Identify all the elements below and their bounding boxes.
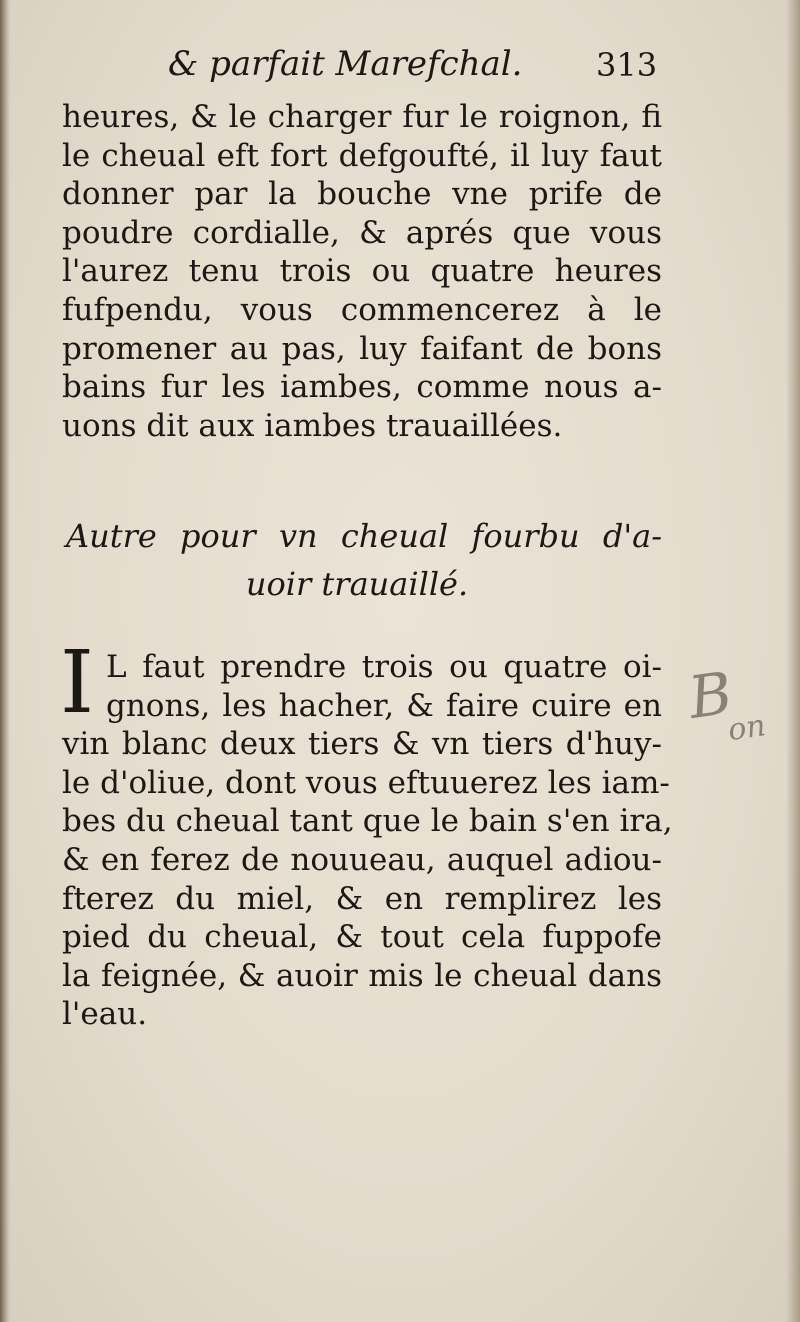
page-edge-right — [786, 0, 800, 1322]
text-line: promener au pas, luy faifant de bons — [62, 330, 662, 367]
text-line: L faut prendre trois ou quatre oi- — [106, 649, 662, 685]
text-line: l'aurez tenu trois ou quatre heures — [62, 253, 662, 290]
text-line: bains fur les iambes, comme nous a- — [62, 369, 662, 406]
heading-line-2: uoir trauaillé. — [245, 565, 469, 603]
text-line: vin blanc deux tiers & vn tiers d'huy- — [62, 726, 662, 763]
text-line: bes du cheual tant que le bain s'en ira, — [62, 803, 673, 840]
text-line: gnons, les hacher, & faire cuire en — [106, 687, 662, 724]
text-line: donner par la bouche vne prife de — [62, 176, 662, 213]
text-line: l'eau. — [62, 996, 148, 1033]
section-heading — [62, 512, 662, 608]
text-line: fterez du miel, & en remplirez les — [62, 880, 662, 917]
paragraph-1 — [62, 98, 662, 445]
text-line: fufpendu, vous commencerez à le — [62, 291, 662, 328]
text-line: pied du cheual, & tout cela fuppofe — [62, 919, 662, 956]
page-edge-left — [0, 0, 10, 1322]
heading-line-1: Autre pour vn cheual fourbu d'a- — [66, 517, 662, 555]
handwritten-margin-note — [683, 658, 790, 763]
page-number: 313 — [596, 46, 658, 84]
margin-note-on: on — [725, 708, 768, 749]
drop-cap: I — [60, 633, 94, 733]
text-line: le cheual eft fort defgoufté, il luy faut — [62, 137, 662, 174]
text-line: poudre cordialle, & aprés que vous — [62, 214, 662, 251]
text-line: la feignée, & auoir mis le cheual dans — [62, 957, 662, 994]
margin-note-b: B — [684, 658, 737, 733]
text-line: le d'oliue, dont vous eftuuerez les iam- — [62, 764, 670, 801]
running-title: & parfait Marefchal. — [168, 44, 523, 84]
running-header — [168, 44, 668, 94]
paragraph-2 — [62, 648, 673, 1034]
text-line: uons dit aux iambes trauaillées. — [62, 407, 563, 444]
text-line: & en ferez de nouueau, auquel adiou- — [62, 841, 662, 878]
text-line: heures, & le charger fur le roignon, fi — [62, 99, 662, 135]
